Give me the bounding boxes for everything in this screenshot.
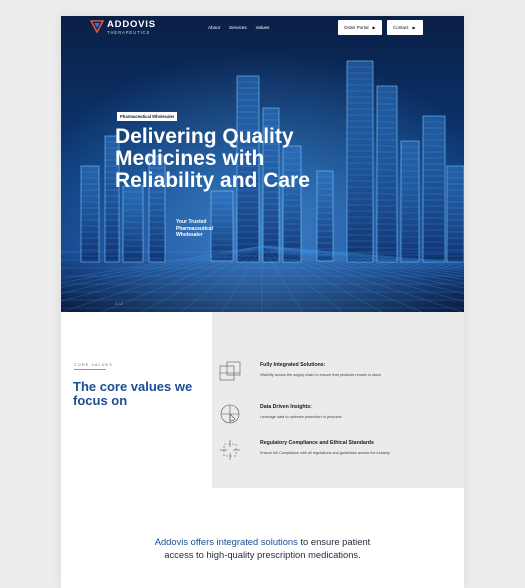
play-arrow-icon: ▶ [372, 25, 376, 30]
order-portal-button[interactable] [338, 20, 382, 35]
mission-statement-section [61, 488, 464, 588]
squares-icon [218, 360, 242, 384]
hero-badge: Pharmaceutical Wholesaler [117, 112, 177, 121]
value-item-integrated [218, 360, 458, 388]
skyline-tower [377, 86, 397, 262]
hero-section [61, 16, 464, 312]
play-arrow-icon: ▶ [412, 25, 416, 30]
value-item-data [218, 402, 458, 430]
mission-highlight: Addovis offers integrated solutions [154, 536, 298, 547]
value-description: Leverage data to optimize promotion of products [260, 415, 342, 419]
brand-subtitle: THERAPEUTICS [107, 29, 151, 35]
value-title: Regulatory Compliance and Ethical Standards [260, 440, 374, 446]
core-values-intro [61, 312, 212, 488]
core-values-heading: The core values we focus on [73, 379, 193, 408]
mission-rest: to ensure patient access to high-quality prescription medications. [164, 536, 371, 560]
contact-button[interactable] [387, 20, 423, 35]
skyline-tower [123, 186, 143, 262]
nav-links [208, 25, 269, 30]
skyline-tower [423, 116, 445, 262]
addovis-logo-icon [90, 20, 104, 34]
value-item-compliance [218, 438, 458, 466]
value-description: Visibility across the supply chain to ensure that products remain in stock [260, 373, 381, 377]
brand-logo[interactable] [90, 20, 156, 35]
mission-statement [141, 536, 384, 561]
circle-quadrant-icon [218, 402, 242, 426]
nav-link-values[interactable]: Values [255, 25, 270, 30]
contact-label: Contact [393, 25, 409, 30]
core-values-list [212, 312, 464, 488]
value-description: Ensure full Compliance with all regulations and guidelines across the industry [260, 451, 390, 455]
value-title: Fully Integrated Solutions: [260, 362, 326, 368]
brand-name: ADDOVIS [107, 19, 156, 30]
landing-page [61, 16, 464, 588]
slide-pager[interactable]: 1 / 2 [115, 301, 123, 306]
nav-link-services[interactable]: Services [229, 25, 247, 30]
skyline-tower [317, 171, 333, 261]
hero-tagline: Your Trusted Pharmaceutical Wholesaler [176, 219, 213, 238]
hero-title: Delivering Quality Medicines with Reliability and Care [115, 125, 310, 192]
crosshair-icon [218, 438, 242, 462]
top-navigation [61, 16, 464, 40]
nav-link-about[interactable]: About [208, 25, 221, 30]
value-title: Data Driven Insights: [260, 404, 312, 410]
core-values-kicker: CORE VALUES [74, 363, 113, 370]
order-portal-label: Order Portal [344, 25, 369, 30]
